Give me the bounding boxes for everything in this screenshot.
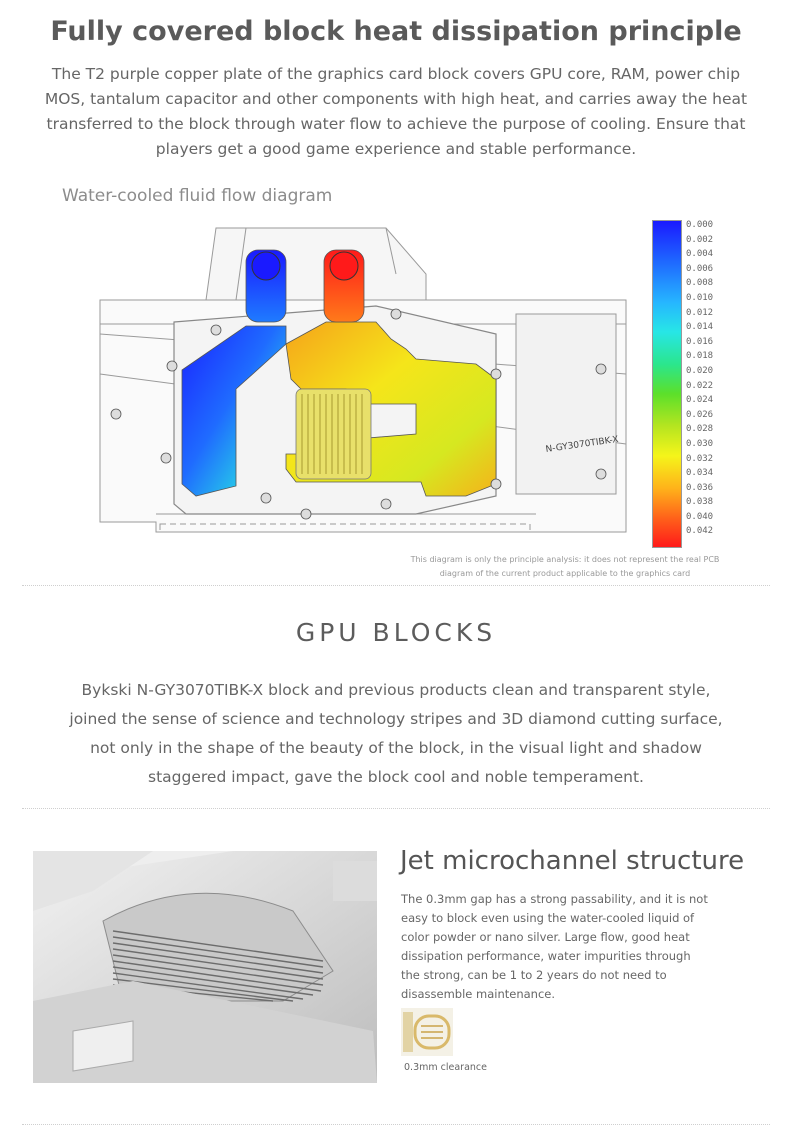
legend-value: 0.012 — [686, 307, 714, 318]
legend-value: 0.014 — [686, 322, 714, 333]
legend-value: 0.008 — [686, 278, 714, 289]
intro-line: transferred to the block through water flow to achieve the purpose of cooling. Ensure that — [46, 115, 746, 133]
gpu-blocks-heading: GPU BLOCKS — [295, 618, 497, 647]
jet-line: dissipation performance, water impurities through — [401, 949, 691, 963]
diagram-disclaimer — [360, 553, 770, 581]
section-divider — [22, 1124, 770, 1125]
page-title: Fully covered block heat dissipation principle — [50, 16, 742, 47]
legend-value: 0.038 — [686, 497, 714, 508]
gpu-line: not only in the shape of the beauty of the block, in the visual light and shadow — [90, 739, 702, 757]
intro-line: players get a good game experience and stable performance. — [155, 140, 637, 158]
legend-value: 0.036 — [686, 482, 714, 493]
gpu-line: staggered impact, gave the block cool and noble temperament. — [148, 768, 644, 786]
legend-value: 0.034 — [686, 468, 714, 479]
section-divider — [22, 808, 770, 809]
jet-line: color powder or nano silver. Large flow, good heat — [401, 930, 690, 944]
legend-value: 0.030 — [686, 438, 714, 449]
legend-value: 0.026 — [686, 409, 714, 420]
block-engraving: N-GY3070TIBK-X — [545, 434, 620, 455]
legend-value: 0.000 — [686, 220, 714, 230]
jet-description — [401, 890, 731, 1004]
legend-value: 0.006 — [686, 263, 714, 274]
jet-line: easy to block even using the water-cooled liquid of — [401, 911, 695, 925]
legend-value: 0.018 — [686, 351, 714, 362]
jet-heading: Jet microchannel structure — [400, 846, 745, 876]
legend-value: 0.028 — [686, 424, 714, 435]
temperature-legend-bar — [652, 220, 682, 548]
flow-diagram-title: Water-cooled fluid flow diagram — [62, 186, 333, 206]
jet-line: The 0.3mm gap has a strong passability, and it is not — [401, 892, 708, 906]
legend-value: 0.032 — [686, 453, 714, 464]
legend-value: 0.004 — [686, 249, 714, 260]
principle-description — [22, 62, 770, 162]
intro-line: MOS, tantalum capacitor and other components with high heat, and carries away the heat — [44, 90, 748, 108]
microchannel-fins — [296, 389, 371, 479]
legend-value: 0.042 — [686, 526, 714, 537]
gpu-line: joined the sense of science and technology stripes and 3D diamond cutting surface, — [69, 710, 723, 728]
legend-value: 0.016 — [686, 336, 714, 347]
jet-line: disassemble maintenance. — [401, 987, 556, 1001]
gpu-line: Bykski N-GY3070TIBK-X block and previous products clean and transparent style, — [81, 681, 711, 699]
fluid-flow-diagram — [96, 214, 630, 549]
clearance-icon — [401, 1008, 453, 1056]
jet-line: the strong, can be 1 to 2 years do not need to — [401, 968, 667, 982]
note-line: This diagram is only the principle analysis: it does not represent the real PCB — [410, 555, 720, 564]
legend-value: 0.040 — [686, 511, 714, 522]
legend-value: 0.010 — [686, 292, 714, 303]
legend-value: 0.024 — [686, 395, 714, 406]
microchannel-photo — [33, 851, 377, 1083]
intro-line: The T2 purple copper plate of the graphics card block covers GPU core, RAM, power chip — [51, 65, 741, 83]
note-line: diagram of the current product applicable to the graphics card — [439, 569, 691, 578]
section-divider — [22, 585, 770, 586]
legend-value: 0.022 — [686, 380, 714, 391]
temperature-legend-values — [686, 220, 713, 541]
gpu-blocks-description — [30, 676, 762, 792]
legend-value: 0.020 — [686, 365, 714, 376]
clearance-label: 0.3mm clearance — [404, 1062, 487, 1073]
legend-value: 0.002 — [686, 234, 714, 245]
